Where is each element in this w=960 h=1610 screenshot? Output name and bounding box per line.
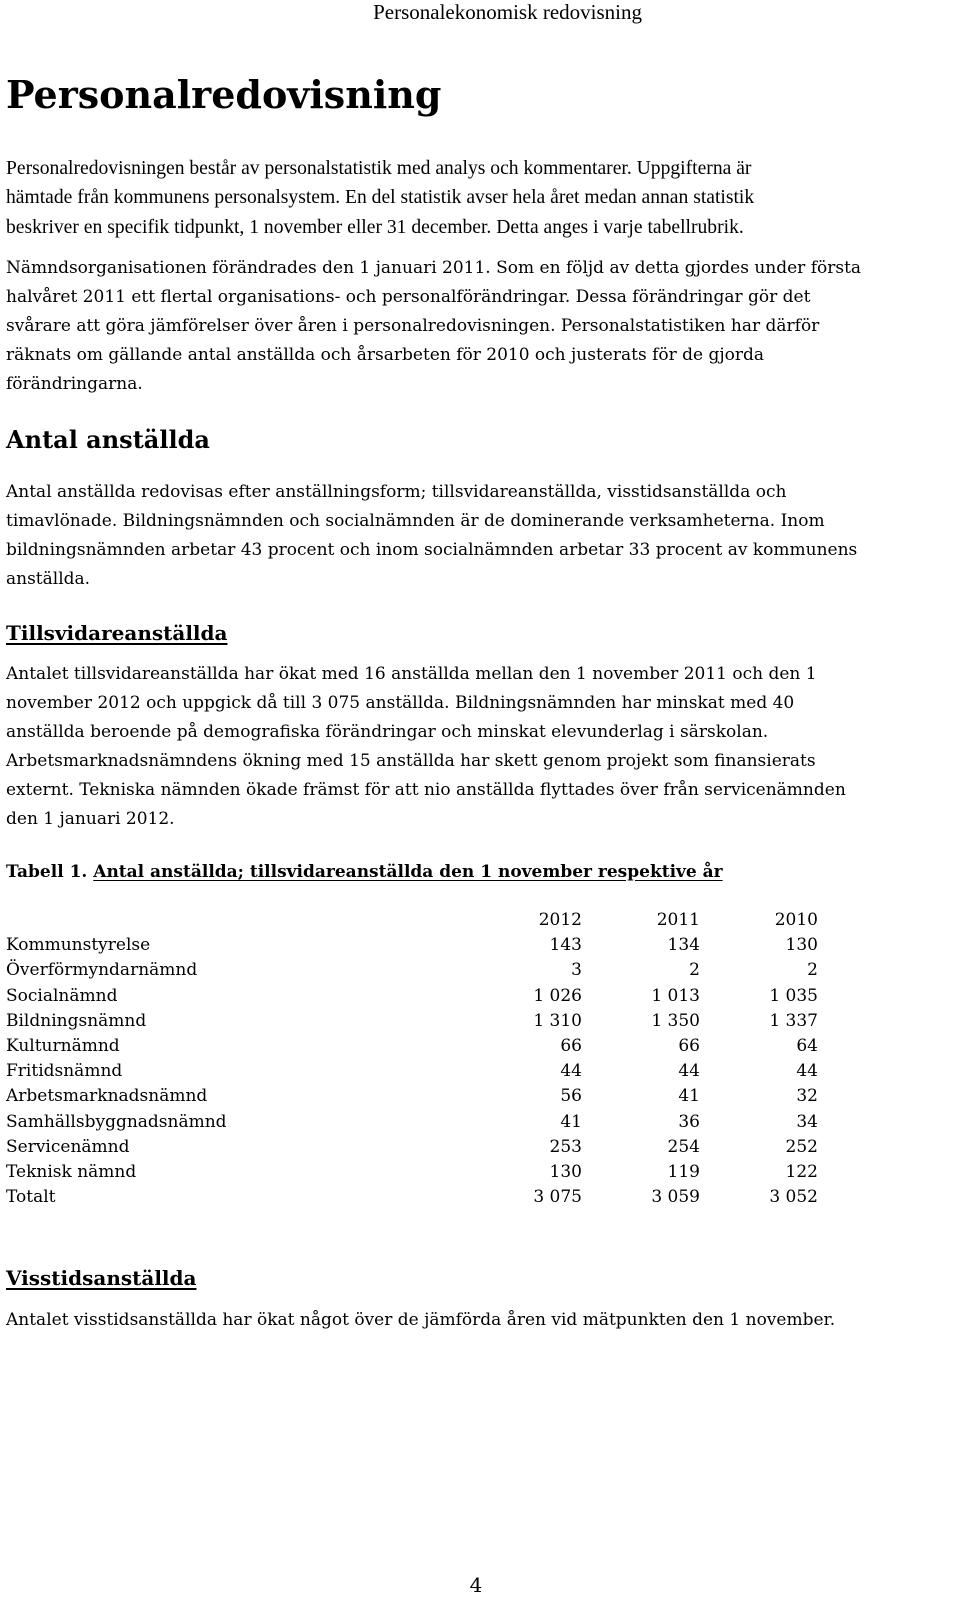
- row-value: 66: [678, 1036, 700, 1057]
- row-value: 119: [667, 1162, 700, 1183]
- row-value: 1 337: [769, 1010, 818, 1031]
- row-label: Kulturnämnd: [6, 1036, 120, 1057]
- row-value: 44: [796, 1061, 818, 1082]
- row-label: Samhällsbyggnadsnämnd: [6, 1111, 227, 1132]
- table-caption-text: Antal anställda; tillsvidareanställda den 1 november respektive år: [93, 862, 723, 882]
- row-label: Bildningsnämnd: [6, 1010, 147, 1031]
- row-value: 254: [667, 1136, 700, 1157]
- table-header-year: 2010: [774, 910, 818, 930]
- page-title: Personalredovisning: [6, 72, 442, 117]
- table-row: [6, 1160, 818, 1185]
- page-number: 4: [469, 1573, 483, 1597]
- row-label: Överförmyndarnämnd: [6, 960, 198, 981]
- row-value: 3 059: [651, 1187, 700, 1208]
- row-value: 36: [678, 1111, 700, 1132]
- row-label: Kommunstyrelse: [6, 935, 151, 956]
- table-row: [6, 1034, 818, 1059]
- row-value: 1 026: [533, 985, 582, 1006]
- table-header-year: 2011: [656, 910, 700, 930]
- employees-table: [6, 908, 818, 1210]
- row-value: 1 013: [651, 985, 700, 1006]
- antal-anstallda-paragraph: Antal anställda redovisas efter anställningsform; tillsvidareanställda, visstidsanställda och timavlönade. Bildningsnämnden och socialnämnden är de dominerande verksamheterna. Inom bildningsnämnden arbetar 43 procent och inom socialnämnden arbetar 33 procent av kommunens anställda.: [6, 482, 858, 589]
- row-value: 1 035: [769, 985, 818, 1006]
- row-label: Totalt: [6, 1187, 56, 1208]
- row-label: Arbetsmarknadsnämnd: [6, 1086, 208, 1107]
- table-row: [6, 984, 818, 1009]
- intro-paragraph-1: Personalredovisningen består av personalstatistik med analys och kommentarer. Uppgifterna är hämtade från kommunens personalsystem. En del statistik avser hela året medan annan statistik beskriver en specifik tidpunkt, 1 november eller 31 december. Detta anges i varje tabellrubrik.: [6, 158, 755, 238]
- row-value: 41: [678, 1086, 700, 1107]
- row-value: 66: [560, 1036, 582, 1057]
- table-row: [6, 958, 818, 983]
- row-label: Servicenämnd: [6, 1136, 130, 1157]
- row-value: 41: [560, 1111, 582, 1132]
- running-header: Personalekonomisk redovisning: [373, 0, 642, 24]
- row-value: 134: [667, 935, 700, 956]
- row-value: 252: [785, 1136, 818, 1157]
- row-value: 2: [807, 960, 818, 981]
- table-row: [6, 1009, 818, 1034]
- row-label: Teknisk nämnd: [6, 1162, 137, 1183]
- table-header-row: [6, 908, 818, 933]
- row-value: 143: [549, 935, 582, 956]
- row-value: 3: [571, 960, 582, 981]
- row-value: 56: [560, 1086, 582, 1107]
- section-heading-tillsvidareanstallda: Tillsvidareanställda: [6, 621, 228, 645]
- row-value: 3 075: [533, 1187, 582, 1208]
- intro-paragraph-2: Nämndsorganisationen förändrades den 1 januari 2011. Som en följd av detta gjordes under första halvåret 2011 ett flertal organisations- och personalförändringar. Dessa förändringar gör det svårare att göra jämförelser över åren i personalredovisningen. Personalstatistiken har därför räknats om gällande antal anställda och årsarbeten för 2010 och justerats för de gjorda förändringarna.: [6, 258, 862, 394]
- table-row: [6, 1135, 818, 1160]
- row-value: 1 350: [651, 1010, 700, 1031]
- tillsvidareanstallda-paragraph: Antalet tillsvidareanställda har ökat med 16 anställda mellan den 1 november 2011 och den 1 november 2012 och uppgick då till 3 075 anställda. Bildningsnämnden har minskat med 40 anställda beroende på demografiska förändringar och minskat elevunderlag i särskolan. Arbetsmarknadsnämndens ökning med 15 anställda har skett genom projekt som finansierats externt. Tekniska nämnden ökade främst för att nio anställda flyttades över från servicenämnden den 1 januari 2012.: [6, 664, 846, 829]
- section-heading-antal-anstallda: Antal anställda: [6, 425, 210, 454]
- row-value: 34: [796, 1111, 818, 1132]
- row-value: 122: [785, 1162, 818, 1183]
- table-row: [6, 1110, 818, 1135]
- row-value: 64: [796, 1036, 818, 1057]
- table-header-label: [6, 908, 401, 933]
- row-value: 44: [560, 1061, 582, 1082]
- row-value: 44: [678, 1061, 700, 1082]
- table-row-total: [6, 1185, 818, 1210]
- visstidsanstallda-paragraph: Antalet visstidsanställda har ökat något över de jämförda åren vid mätpunkten den 1 november.: [6, 1310, 836, 1330]
- table-row: [6, 1059, 818, 1084]
- table-caption: [6, 857, 723, 887]
- row-value: 32: [796, 1086, 818, 1107]
- row-value: 130: [549, 1162, 582, 1183]
- table-header-year: 2012: [538, 910, 582, 930]
- row-value: 253: [549, 1136, 582, 1157]
- row-value: 2: [689, 960, 700, 981]
- row-label: Fritidsnämnd: [6, 1061, 123, 1082]
- table-row: [6, 1084, 818, 1109]
- row-value: 3 052: [769, 1187, 818, 1208]
- row-label: Socialnämnd: [6, 985, 118, 1006]
- section-heading-visstidsanstallda: Visstidsanställda: [6, 1266, 197, 1290]
- table-row: [6, 933, 818, 958]
- table-caption-prefix: Tabell 1.: [6, 862, 88, 882]
- row-value: 1 310: [533, 1010, 582, 1031]
- row-value: 130: [785, 935, 818, 956]
